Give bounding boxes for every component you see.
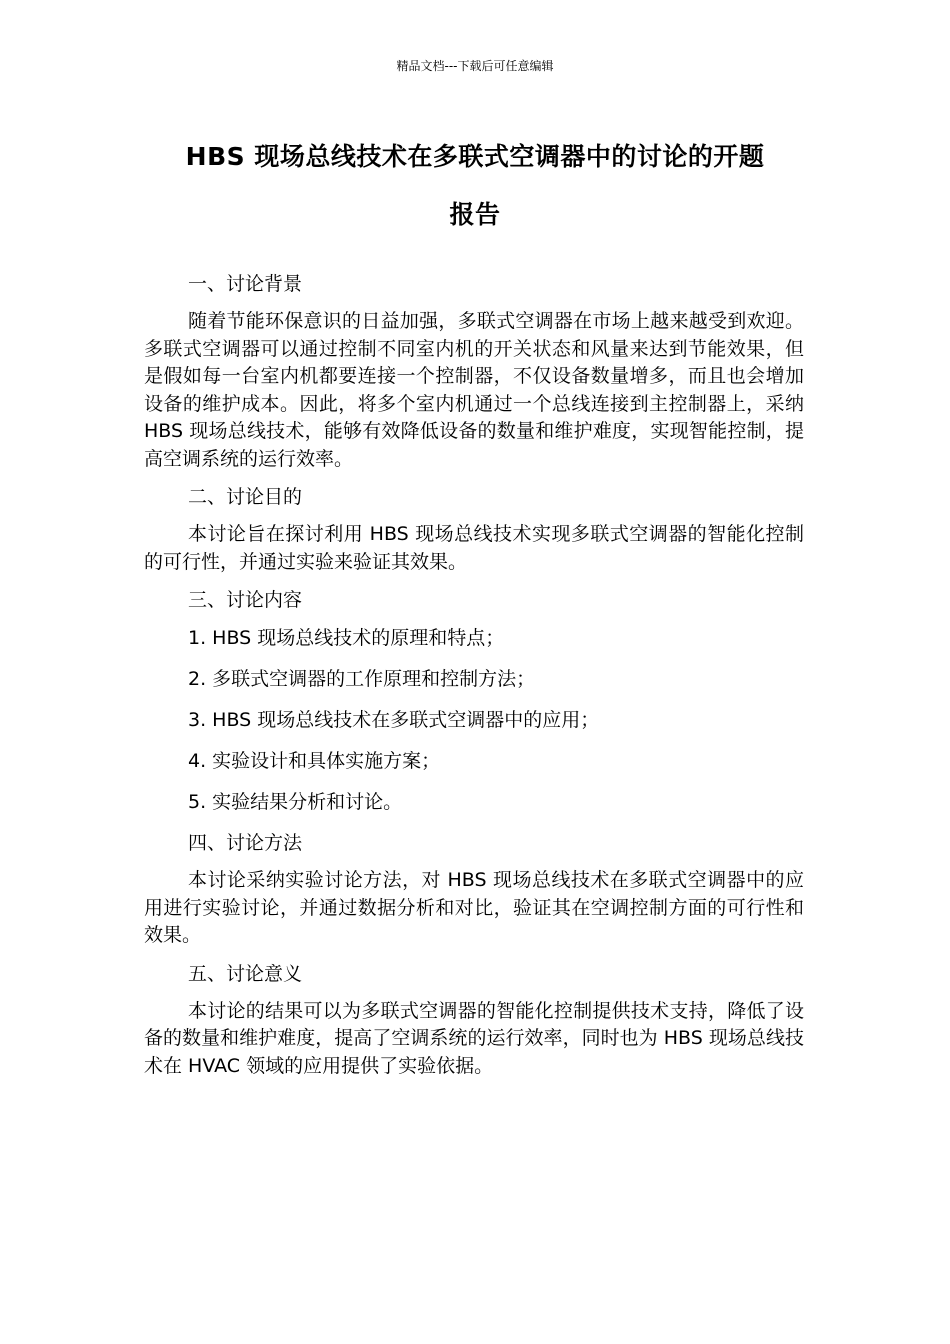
document-body: [144, 270, 804, 1090]
list-item: 3. HBS 现场总线技术在多联式空调器中的应用；: [188, 709, 600, 731]
section-heading-method: 四、讨论方法: [188, 832, 303, 854]
section-paragraph-method: 本讨论采纳实验讨论方法，对 HBS 现场总线技术在多联式空调器中的应用进行实验讨论，并通过数据分析和对比，验证其在空调控制方面的可行性和效果。: [144, 869, 804, 946]
list-item: 4. 实验设计和具体实施方案；: [188, 750, 441, 772]
section-paragraph-significance: 本讨论的结果可以为多联式空调器的智能化控制提供技术支持，降低了设备的数量和维护难度，提高了空调系统的运行效率，同时也为 HBS 现场总线技术在 HVAC 领域的应用提供了实验依据。: [144, 999, 804, 1077]
list-item: 1. HBS 现场总线技术的原理和特点；: [188, 627, 505, 649]
section-paragraph-background: 随着节能环保意识的日益加强，多联式空调器在市场上越来越受到欢迎。多联式空调器可以通过控制不同室内机的开关状态和风量来达到节能效果，但是假如每一台室内机都要连接一个控制器，不仅设备数量增多，而且也会增加设备的维护成本。因此，将多个室内机通过一个总线连接到主控制器上，采纳 HBS 现场总线技术，能够有效降低设备的数量和维护难度，实现智能控制，提高空调系统的运行效率。: [144, 310, 804, 470]
title-line-1: HBS 现场总线技术在多联式空调器中的讨论的开题: [185, 142, 765, 171]
section-heading-significance: 五、讨论意义: [188, 962, 303, 985]
list-item: 2. 多联式空调器的工作原理和控制方法；: [188, 668, 536, 690]
list-item: 5. 实验结果分析和讨论。: [188, 791, 403, 813]
section-heading-background: 一、讨论背景: [188, 273, 303, 295]
document-title: [140, 128, 810, 244]
page-header: 精品文档---下载后可任意编辑: [396, 59, 554, 73]
section-heading-content: 三、讨论内容: [188, 589, 303, 611]
section-paragraph-purpose: 本讨论旨在探讨利用 HBS 现场总线技术实现多联式空调器的智能化控制的可行性，并通过实验来验证其效果。: [144, 523, 804, 573]
title-line-2: 报告: [449, 200, 501, 229]
section-heading-purpose: 二、讨论目的: [188, 486, 303, 508]
